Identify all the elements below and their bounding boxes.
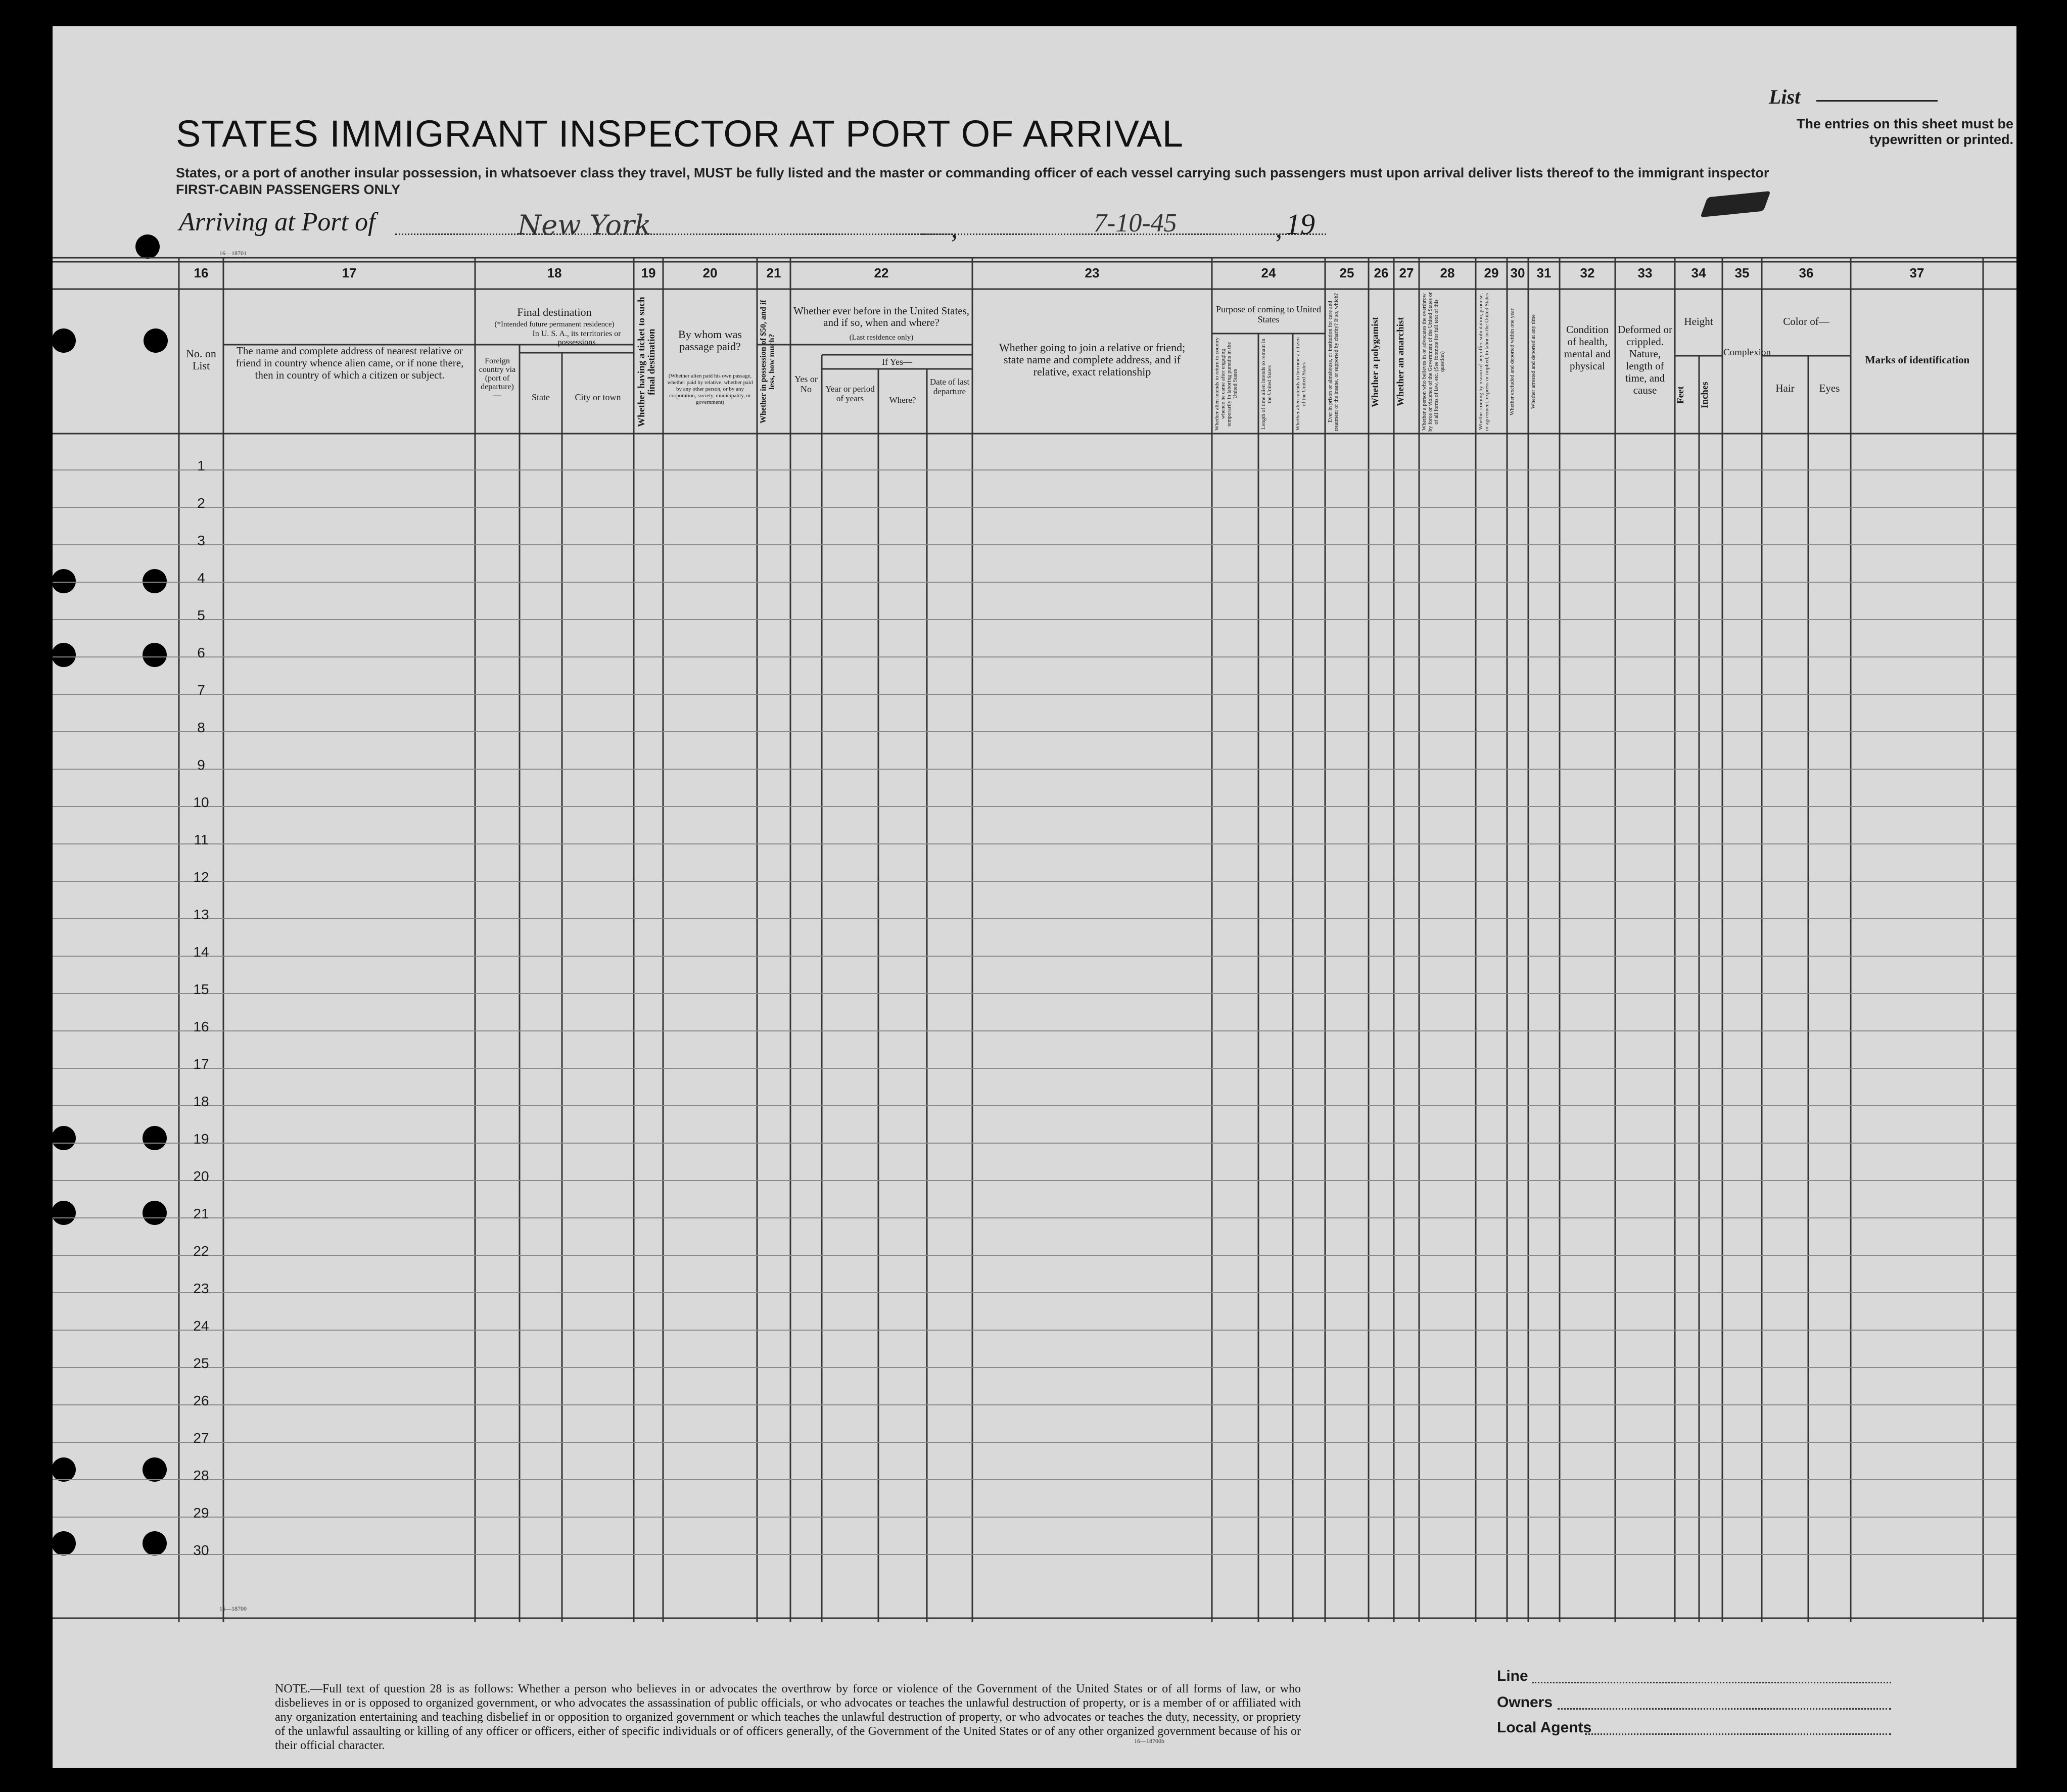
header-marks-identification: Marks of identification [1865, 354, 1970, 366]
page-title: STATES IMMIGRANT INSPECTOR AT PORT OF ARRIVAL [176, 113, 1184, 155]
question-28-footnote: NOTE.—Full text of question 28 is as follows: Whether a person who believes in or advocates the overthrow by force or violence of the Government of the United States or of all forms of law, or who disbelieves in or is opposed to organized government, or who advocates the assassination of public officials, or who advocates or teaches the unlawful destruction of property, or is a member of or affiliated with any organization entertaining and teaching disbelief in or opposition to organized government or which teaches the unlawful destruction of property, or who advocates or teaches the duty, necessity, or propriety of the unlawful assaulting or killing of any officer or officers, either of specific individuals or of officers generally, of the Government of the United States or of any other organized government because of his or their official character. [275, 1682, 1301, 1752]
row-number: 21 [193, 1206, 209, 1221]
row-number: 8 [197, 720, 205, 735]
header-yes-or-no: Yes or No [794, 374, 818, 394]
header-purpose-length: Length of time alien intends to remain in the United States [1260, 339, 1273, 430]
column-number-16: 16 [194, 265, 209, 280]
header-arrested: Whether arrested and deported at any time [1530, 314, 1536, 409]
header-year-or-period: Year or period of years [825, 384, 875, 403]
form-code-top: 16—18701 [219, 250, 247, 257]
typewritten-note: The entries on this sheet must be typewritten or printed. [1796, 116, 2013, 147]
column-number-37: 37 [1909, 265, 1924, 280]
header-foreign-country: Foreign country via (port of departure)— [479, 357, 516, 400]
column-number-33: 33 [1637, 265, 1653, 280]
header-prison: Ever in prison or almshouse, or institution for care and treatment of the insane, or supported by charity? If so, which? [1327, 293, 1339, 431]
header-nearest-relative: The name and complete address of nearest relative or friend in country whence alien came, or if none there, then in country of which a citizen or subject. [236, 345, 464, 381]
form-code-table: 16—18700 [219, 1605, 247, 1612]
column-number-30: 30 [1510, 265, 1525, 280]
owners-field[interactable] [1558, 1708, 1891, 1710]
owners-label: Owners [1497, 1694, 1553, 1711]
row-number: 10 [193, 794, 209, 810]
row-number: 15 [193, 981, 209, 997]
header-fifty-dollars: Whether in possession of $50, and if less, how much? [759, 300, 776, 424]
row-number: 4 [197, 570, 205, 586]
row-number: 30 [193, 1542, 209, 1558]
header-ever-in-us: Whether ever before in the United States, and if so, when and where? [793, 305, 970, 328]
row-number: 1 [197, 458, 205, 474]
row-number: 24 [193, 1318, 209, 1334]
port-comma: , [951, 215, 958, 244]
header-health: Condition of health, mental and physical [1564, 323, 1611, 372]
column-number-34: 34 [1691, 265, 1706, 280]
table-grid [53, 258, 2016, 1622]
date-comma: , [1276, 215, 1282, 244]
port-label: Arriving at Port of [179, 208, 375, 237]
row-number: 29 [193, 1505, 209, 1521]
header-in-usa: In U. S. A., its territories or possessions [532, 329, 621, 347]
header-purpose-return: Whether alien intends to return to country whence he came after engaging temporarily in laboring pursuits in the United States [1214, 337, 1238, 431]
manifest-table [53, 258, 2016, 1622]
header-city-or-town: City or town [575, 392, 621, 402]
header-final-destination-sub: (*Intended future permanent residence) [494, 320, 615, 328]
header-labor-offer: Whether coming by reason of any offer, solicitation, promise, or agreement, express or implied, to labor in the United States [1478, 293, 1490, 431]
row-number: 5 [197, 607, 205, 623]
instructions-text: States, or a port of another insular possession, in whatsoever class they travel, MUST be fully listed and the master or commanding officer of each vessel carrying such passengers must upon arrival deliver lists thereof to the immigrant inspector [176, 165, 1769, 180]
column-number-22: 22 [874, 265, 889, 280]
list-number-field[interactable] [1816, 100, 1938, 102]
header-inches: Inches [1700, 382, 1710, 409]
row-number: 18 [193, 1094, 209, 1109]
column-number-29: 29 [1484, 265, 1499, 280]
row-number: 26 [193, 1393, 209, 1408]
header-ever-in-us-sub: (Last residence only) [849, 334, 914, 342]
column-number-35: 35 [1734, 265, 1750, 280]
line-label: Line [1497, 1668, 1528, 1684]
form-code-bottom: 16—18700b [1134, 1737, 1164, 1744]
header-polygamist: Whether a polygamist [1370, 316, 1381, 407]
row-number: 23 [193, 1281, 209, 1296]
row-number: 11 [194, 832, 209, 847]
header-feet: Feet [1675, 386, 1686, 404]
column-number-26: 26 [1374, 265, 1389, 280]
header-date-last-departure: Date of last departure [929, 377, 970, 396]
column-number-17: 17 [342, 265, 357, 280]
column-number-21: 21 [766, 265, 781, 280]
port-field-line [395, 233, 956, 235]
header-if-yes: If Yes— [881, 357, 912, 367]
header-ticket: Whether having a ticket to such final destination [636, 297, 657, 427]
column-number-25: 25 [1339, 265, 1354, 280]
header-excluded: Whether excluded and deported within one year [1509, 308, 1515, 415]
row-number: 12 [193, 869, 209, 885]
row-number: 7 [197, 682, 205, 698]
redaction-scribble [1700, 191, 1771, 217]
header-question-28: Whether a person who believes in or advocates the overthrow by force or violence of the Government of the United States or of all forms of law, etc. (See footnote for full text of this question) [1421, 292, 1445, 432]
manifest-sheet [53, 26, 2016, 1768]
column-number-32: 32 [1580, 265, 1595, 280]
column-number-19: 19 [641, 265, 656, 280]
header-purpose-citizen: Whether alien intends to become a citizen of the United States [1295, 337, 1307, 431]
header-state: State [532, 392, 550, 402]
row-number: 28 [193, 1468, 209, 1483]
row-number: 13 [193, 907, 209, 922]
row-number: 2 [197, 495, 205, 511]
header-purpose: Purpose of coming to United States [1216, 304, 1321, 324]
header-no-on-list: No. on List [186, 347, 216, 372]
column-number-24: 24 [1261, 265, 1276, 280]
header-eyes: Eyes [1819, 382, 1840, 394]
punch-hole [135, 234, 160, 259]
header-hair: Hair [1775, 382, 1795, 394]
header-where: Where? [889, 395, 916, 405]
year-prefix: 19 [1286, 208, 1315, 241]
line-field[interactable] [1532, 1682, 1891, 1683]
header-final-destination: Final destination [517, 306, 592, 318]
header-color-of: Color of— [1783, 315, 1829, 327]
row-number: 17 [193, 1056, 209, 1072]
column-number-18: 18 [547, 265, 562, 280]
row-number: 22 [193, 1243, 209, 1259]
local-agents-label: Local Agents [1497, 1719, 1592, 1736]
column-number-23: 23 [1085, 265, 1100, 280]
row-number: 9 [197, 757, 205, 773]
column-number-20: 20 [702, 265, 718, 280]
list-label: List [1769, 85, 1801, 108]
row-number: 25 [193, 1355, 209, 1371]
column-number-27: 27 [1399, 265, 1414, 280]
local-agents-field[interactable] [1585, 1733, 1891, 1735]
row-number: 16 [193, 1019, 209, 1034]
arrival-date-value[interactable]: 7-10-45 [1094, 209, 1177, 238]
row-number: 27 [193, 1430, 209, 1446]
column-number-28: 28 [1440, 265, 1455, 280]
row-number: 14 [193, 944, 209, 960]
column-number-36: 36 [1799, 265, 1814, 280]
header-complexion: Complexion [1723, 347, 1771, 358]
header-anarchist: Whether an anarchist [1395, 317, 1406, 407]
row-number: 19 [193, 1131, 209, 1147]
row-number: 20 [193, 1168, 209, 1184]
port-value[interactable]: New York [518, 209, 651, 241]
row-number: 6 [197, 645, 205, 661]
header-passage-paid: By whom was passage paid? [678, 328, 742, 353]
column-number-31: 31 [1536, 265, 1552, 280]
header-deformed: Deformed or crippled. Nature, length of time, and cause [1618, 323, 1672, 396]
row-number: 3 [197, 533, 205, 548]
header-passage-paid-sub: (Whether alien paid his own passage, whether paid by relative, whether paid by any other person, or by any corporation, society, municipality, or government) [667, 373, 753, 405]
header-joining-relative: Whether going to join a relative or friend; state name and complete address, and if relative, exact relationship [999, 341, 1186, 378]
header-height: Height [1684, 315, 1713, 327]
passenger-class-text: FIRST-CABIN PASSENGERS ONLY [176, 182, 401, 197]
